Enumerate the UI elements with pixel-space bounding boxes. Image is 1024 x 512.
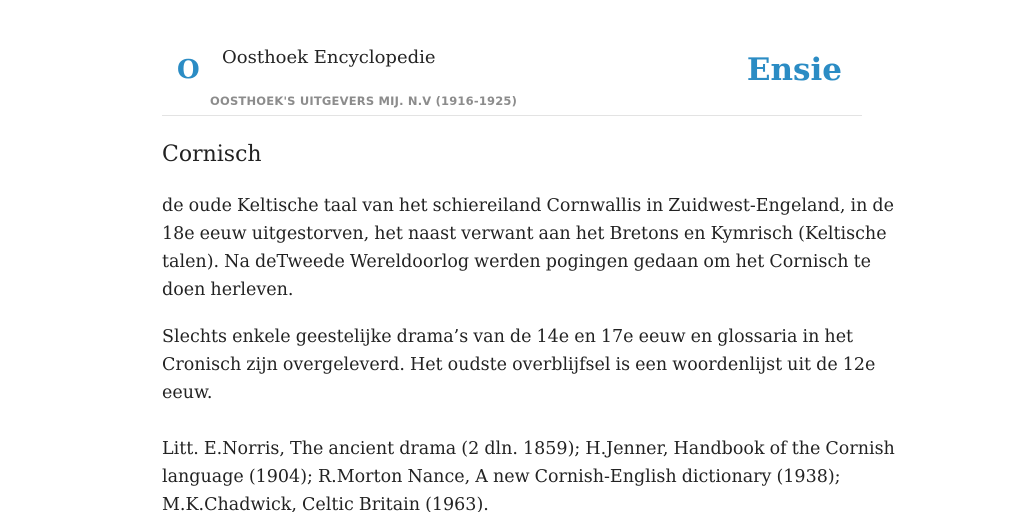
paragraph-line: de oude Keltische taal van het schiereiland Cornwallis in Zuidwest-Engeland, in de — [162, 196, 894, 216]
page — [162, 0, 895, 512]
source-header — [162, 0, 862, 116]
article-paragraph-literature — [162, 435, 895, 512]
source-logo[interactable]: O — [177, 55, 200, 85]
source-title[interactable]: Oosthoek Encyclopedie — [222, 47, 436, 68]
paragraph-line: talen). Na deTweede Wereldoorlog werden pogingen gedaan om het Cornisch te — [162, 252, 871, 272]
paragraph-line: doen herleven. — [162, 280, 294, 300]
article-paragraph-definition — [162, 192, 894, 304]
paragraph-line: 18e eeuw uitgestorven, het naast verwant aan het Bretons en Kymrisch (Keltische — [162, 224, 887, 244]
paragraph-line: M.K.Chadwick, Celtic Britain (1963). — [162, 495, 489, 512]
paragraph-line: language (1904); R.Morton Nance, A new Cornish-English dictionary (1938); — [162, 467, 841, 487]
paragraph-line: Slechts enkele geestelijke drama’s van de 14e en 17e eeuw en glossaria in het — [162, 327, 854, 347]
article-paragraph-history — [162, 323, 876, 407]
paragraph-line: eeuw. — [162, 383, 213, 403]
paragraph-line: Cronisch zijn overgeleverd. Het oudste overblijfsel is een woordenlijst uit de 12e — [162, 355, 876, 375]
source-subtitle: OOSTHOEK'S UITGEVERS MIJ. N.V (1916-1925) — [210, 94, 518, 108]
paragraph-line: Litt. E.Norris, The ancient drama (2 dln. 1859); H.Jenner, Handbook of the Cornish — [162, 439, 895, 459]
article-title: Cornisch — [162, 142, 262, 167]
brand-logo[interactable]: Ensie — [746, 52, 842, 88]
